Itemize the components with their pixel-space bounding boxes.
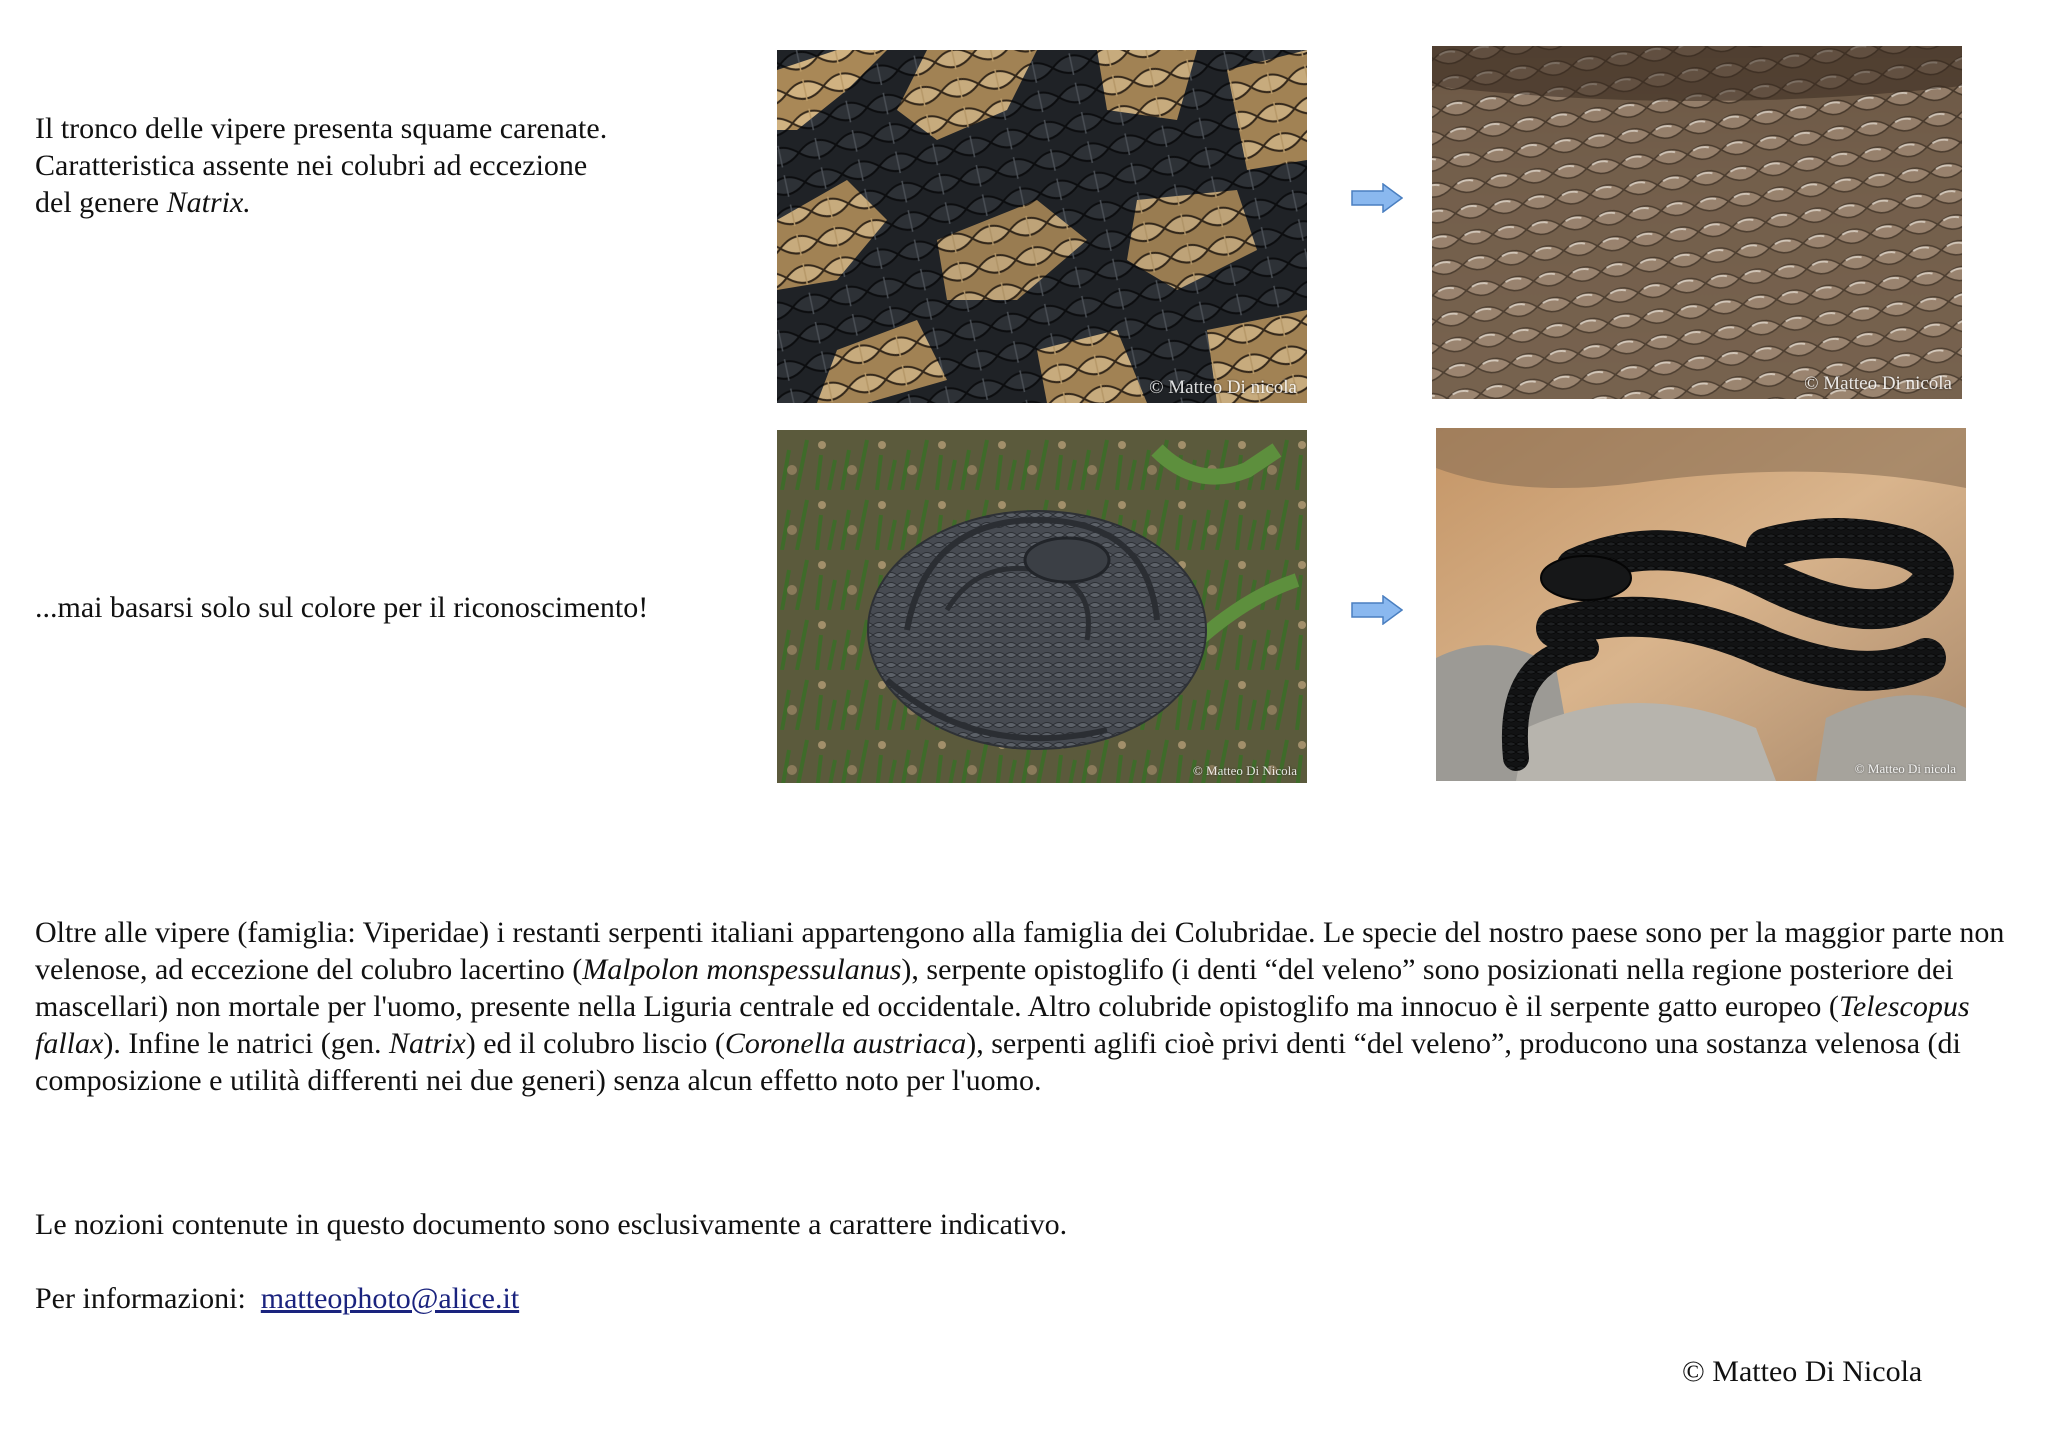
intro-line-1: Il tronco delle vipere presenta squame carenate. bbox=[35, 112, 608, 145]
colubrid-smooth-scales-photo bbox=[1432, 46, 1962, 399]
intro-line-2: Caratteristica assente nei colubri ad eccezione bbox=[35, 149, 588, 182]
paragraph-text: ), serpente opistoglifo (i denti “del veleno” sono posizionati nella regione posteriore dei mascellari) non mortale per l'uomo, presente nella Liguria centrale ed occidentale. Altro colubride opistoglifo ma innocuo è il serpente gatto europeo ( bbox=[35, 953, 1954, 1023]
paragraph-text: Oltre alle vipere (famiglia: Viperidae) i restanti serpenti italiani appartengono alla famiglia dei Colubridae. Le specie del nostro paese sono per la maggior parte non velenose, ad eccezione del colubro lacertino ( bbox=[35, 916, 2005, 986]
intro-line-3 bbox=[35, 184, 735, 221]
paragraph-text: ) ed il colubro liscio ( bbox=[465, 1027, 725, 1060]
intro-line-3-text: del genere bbox=[35, 186, 167, 219]
contact-line bbox=[35, 1280, 1035, 1317]
color-note: ...mai basarsi solo sul colore per il riconoscimento! bbox=[35, 591, 649, 624]
paragraph-text: ), serpenti aglifi cioè privi denti “del veleno”, producono una sostanza velenosa (di composizione e utilità differenti nei due generi) senza alcun effetto noto per l'uomo. bbox=[35, 1027, 1961, 1097]
colubrid-coiled-photo bbox=[1436, 428, 1966, 781]
disclaimer: Le nozioni contenute in questo documento sono esclusivamente a carattere indicativo. bbox=[35, 1208, 1068, 1241]
species-telescopus: Telescopus fallax bbox=[35, 990, 1970, 1060]
colubridae-paragraph bbox=[35, 914, 2035, 1099]
intro-genus-natrix: Natrix. bbox=[166, 186, 251, 219]
paragraph-text: ). Infine le natrici (gen. bbox=[103, 1027, 390, 1060]
species-malpolon: Malpolon monspessulanus bbox=[582, 953, 902, 986]
species-coronella: Coronella austriaca bbox=[724, 1027, 967, 1060]
viper-coiled-photo bbox=[777, 430, 1307, 783]
viper-keeled-scales-photo bbox=[777, 50, 1307, 403]
watermark: © Matteo Di nicola bbox=[1804, 373, 1952, 394]
genus-natrix: Natrix bbox=[389, 1027, 466, 1060]
watermark: © Matteo Di nicola bbox=[1149, 377, 1297, 398]
right-arrow-icon bbox=[1351, 183, 1403, 213]
intro-text bbox=[35, 110, 735, 221]
email-link[interactable]: matteophoto@alice.it bbox=[260, 1282, 520, 1315]
watermark: © Matteo Di Nicola bbox=[1192, 763, 1297, 778]
copyright: © Matteo Di Nicola bbox=[1682, 1355, 1923, 1388]
watermark: © Matteo Di nicola bbox=[1854, 761, 1956, 776]
contact-label: Per informazioni: bbox=[35, 1282, 254, 1315]
right-arrow-icon bbox=[1351, 595, 1403, 625]
